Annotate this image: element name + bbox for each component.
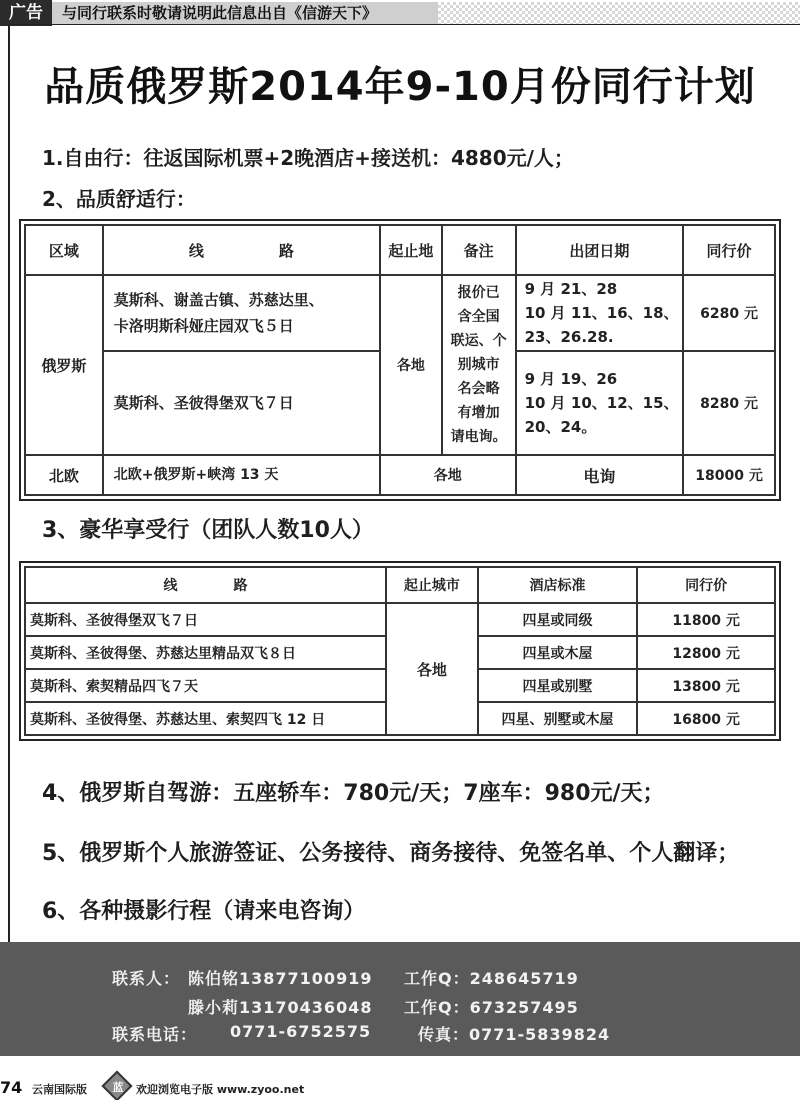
price-cell: 8280 元 [683,351,775,455]
header-note: 备注 [442,225,516,275]
route-cell: 莫斯科、索契精品四飞７天 [25,669,386,702]
header-route: 线 路 [25,567,386,603]
table-row [25,603,775,636]
route-line: 莫斯科、谢盖古镇、苏慈达里、 [113,291,324,309]
header-origin: 起止地 [380,225,442,275]
item-comfort-travel: 2、品质舒适行： [42,187,196,211]
contact-person-1: 陈伯铭13877100919 [188,969,373,988]
table-header-row [25,225,775,275]
contact-phone: 0771-6752575 [230,1022,372,1041]
price-cell: 18000 元 [683,455,775,495]
date-line: 9 月 21、28 [524,280,618,298]
route-cell: 北欧+俄罗斯+峡湾 13 天 [103,455,380,495]
table-row [25,275,775,351]
contact-person-2: 滕小莉13170436048 [188,998,373,1017]
date-line: 9 月 19、26 [524,370,618,388]
date-line: 20、24。 [524,418,597,436]
contact-fax: 传真：0771-5839824 [418,1025,611,1044]
origin-cell: 各地 [386,603,478,735]
page-number: 74 [0,1078,23,1097]
page-footer [0,1064,800,1100]
table-row [25,455,775,495]
item-luxury-travel: 3、豪华享受行（团队人数10人） [42,518,374,543]
route-line: 莫斯科、圣彼得堡双飞７日 [113,394,294,412]
page-title: 品质俄罗斯2014年9-10月份同行计划 [44,64,756,110]
price-cell: 12800 元 [637,636,775,669]
hotel-cell: 四星或同级 [478,603,638,636]
top-banner [0,0,800,26]
date-line: 23、26.28. [524,328,614,346]
header-hotel: 酒店标准 [478,567,638,603]
route-line: 卡洛明斯科娅庄园双飞５日 [113,317,294,335]
luxury-tour-table [24,566,776,736]
date-line: 10 月 11、16、18、 [524,304,679,322]
contact-panel [0,942,800,1056]
note-line: 报价已 [457,285,500,301]
header-dates: 出团日期 [516,225,684,275]
contact-person-label: 联系人： [112,969,181,988]
route-cell [103,351,380,455]
source-notice: 与同行联系时敬请说明此信息出自《信游天下》 [52,2,438,24]
note-line: 联运、个 [450,333,507,349]
header-origin: 起止城市 [386,567,478,603]
note-line: 含全国 [457,309,500,325]
item-photography: 6、各种摄影行程（请来电咨询） [42,899,366,924]
price-cell: 6280 元 [683,275,775,351]
route-cell: 莫斯科、圣彼得堡双飞７日 [25,603,386,636]
note-cell [442,275,516,455]
route-cell: 莫斯科、圣彼得堡、苏慈达里精品双飞８日 [25,636,386,669]
website-link[interactable]: 欢迎浏览电子版 www.zyoo.net [136,1083,305,1096]
hotel-cell: 四星、别墅或木屋 [478,702,638,735]
region-cell: 北欧 [25,455,103,495]
contact-qq-1: 工作Q：248645719 [404,969,579,988]
header-price: 同行价 [637,567,775,603]
header-price: 同行价 [683,225,775,275]
checker-pattern [438,2,800,24]
note-line: 名会略 [457,381,500,397]
contact-qq-2: 工作Q：673257495 [404,998,579,1017]
hotel-cell: 四星或别墅 [478,669,638,702]
dates-cell [516,351,684,455]
price-cell: 13800 元 [637,669,775,702]
item-self-drive: 4、俄罗斯自驾游：五座轿车：780元/天；7座车：980元/天； [42,781,665,806]
note-line: 有增加 [457,405,500,421]
table-header-row [25,567,775,603]
price-cell: 11800 元 [637,603,775,636]
dates-cell [516,275,684,351]
comfort-tour-table [24,224,776,496]
hotel-cell: 四星或木屋 [478,636,638,669]
date-line: 10 月 10、12、15、 [524,394,679,412]
origin-cell: 各地 [380,275,442,455]
route-cell: 莫斯科、圣彼得堡、苏慈达里、索契四飞 12 日 [25,702,386,735]
region-cell: 俄罗斯 [25,275,103,455]
contact-phone-label: 联系电话： [112,1025,198,1044]
header-route: 线 路 [103,225,380,275]
route-cell [103,275,380,351]
price-cell: 16800 元 [637,702,775,735]
item-independent-travel: 1.自由行：往返国际机票+2晚酒店+接送机：4880元/人； [42,146,574,170]
note-line: 别城市 [457,357,500,373]
origin-cell: 各地 [380,455,516,495]
header-region: 区域 [25,225,103,275]
note-line: 请电询。 [450,429,507,445]
item-visa-services: 5、俄罗斯个人旅游签证、公务接待、商务接待、免签名单、个人翻译； [42,841,740,866]
dates-cell: 电询 [516,455,684,495]
edition-label: 云南国际版 [32,1083,87,1096]
logo-char: 蓝 [112,1081,124,1094]
ad-label: 广告 [0,0,52,26]
